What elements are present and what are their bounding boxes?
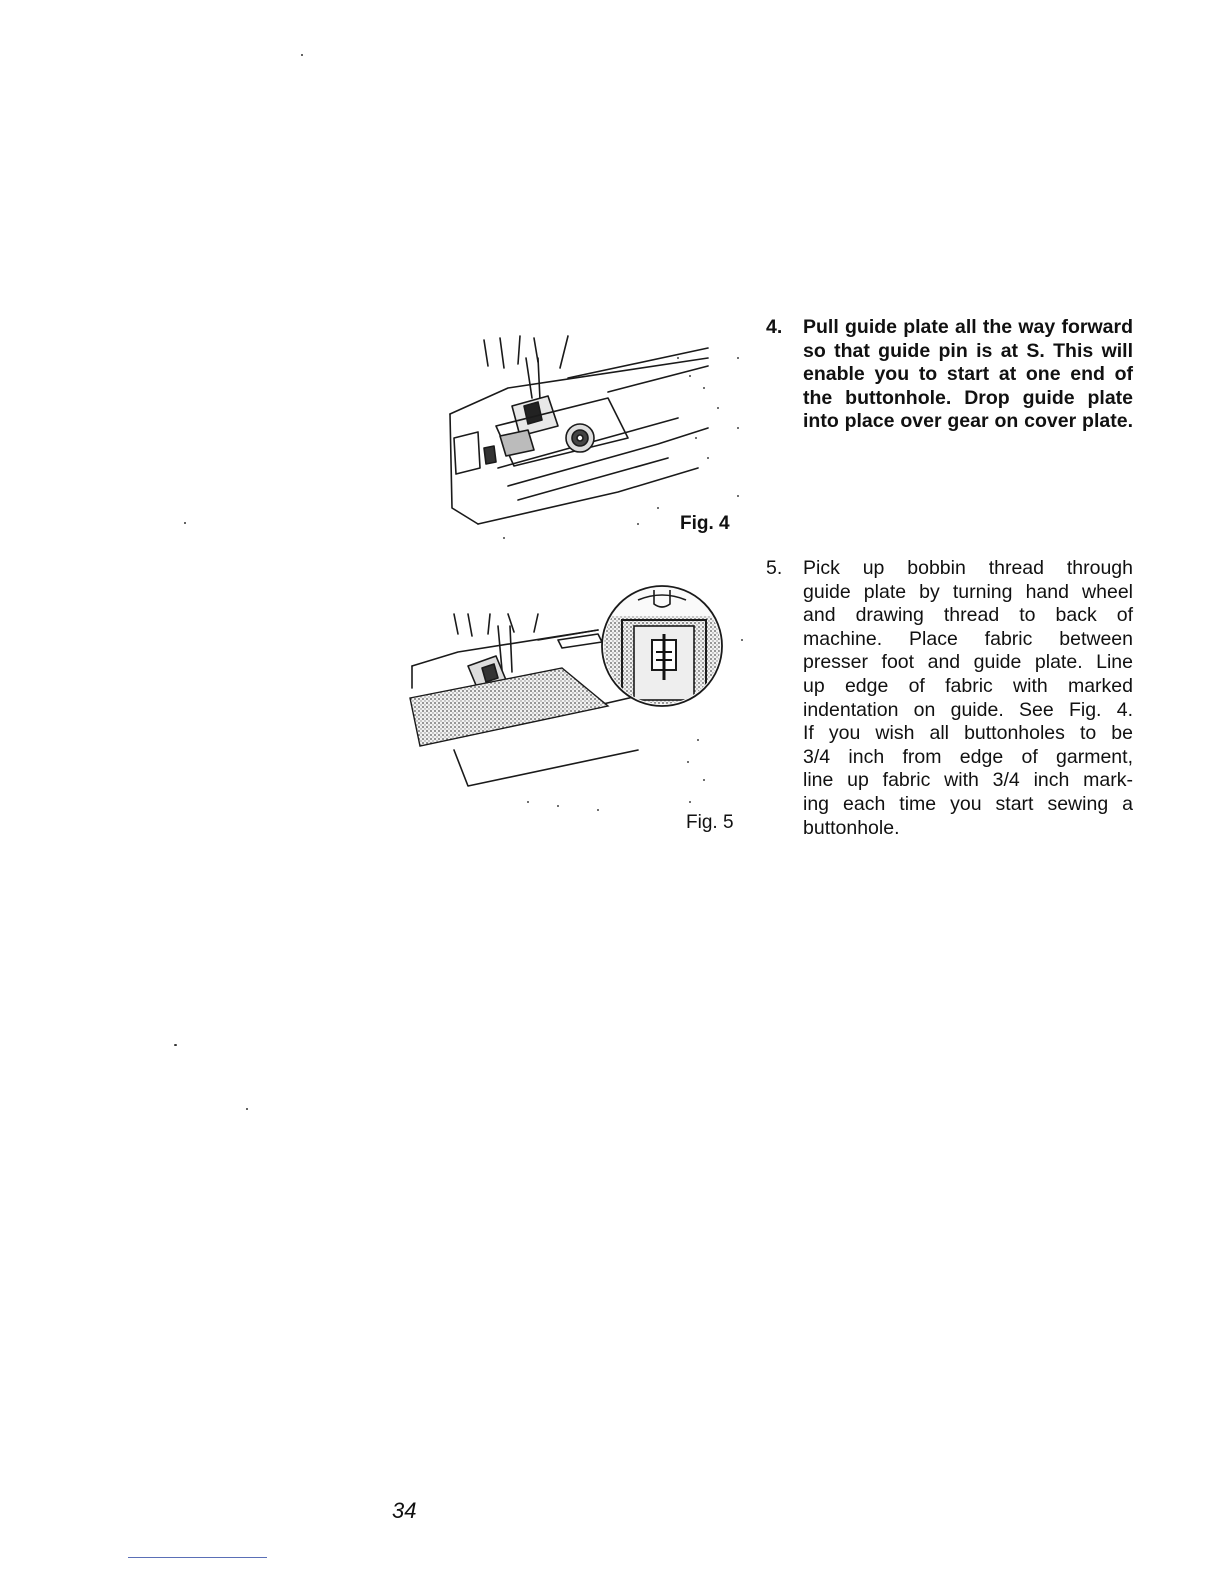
step-4-line: enable you to start at one end of	[803, 363, 1133, 386]
scan-speck	[246, 1108, 248, 1110]
step-5-line: presser foot and guide plate. Line	[803, 651, 1133, 674]
figure-4-label: Fig. 4	[680, 513, 730, 534]
scan-speck	[184, 522, 186, 524]
step-5-line: ing each time you start sewing a	[803, 792, 1133, 815]
step-4-text	[803, 316, 1133, 434]
step-5	[766, 557, 1136, 857]
scan-speck	[301, 54, 303, 56]
step-5-line: indentation on guide. See Fig. 4.	[803, 698, 1133, 721]
step-5-line: Pick up bobbin thread through	[803, 557, 1133, 579]
step-5-number: 5.	[766, 557, 783, 579]
step-4-line: into place over gear on cover plate.	[803, 410, 1133, 433]
step-5-line: line up fabric with 3/4 inch mark-	[803, 769, 1133, 792]
step-5-text	[803, 557, 1133, 840]
step-4-line: so that guide pin is at S. This will	[803, 339, 1133, 362]
figure-5-illustration	[398, 570, 748, 850]
footer-rule	[128, 1557, 267, 1558]
page-number: 34	[392, 1498, 417, 1523]
scan-speck	[174, 1044, 177, 1046]
step-4-line: Pull guide plate all the way forward	[803, 316, 1133, 338]
step-5-line: machine. Place fabric between	[803, 627, 1133, 650]
step-5-line: up edge of fabric with marked	[803, 674, 1133, 697]
step-4-line: the buttonhole. Drop guide plate	[803, 386, 1133, 409]
step-5-line: and drawing thread to back of	[803, 604, 1133, 627]
figure-5-label: Fig. 5	[686, 812, 734, 833]
step-4-number: 4.	[766, 316, 783, 338]
step-4	[766, 316, 1136, 446]
step-5-line: If you wish all buttonholes to be	[803, 722, 1133, 745]
step-5-line: buttonhole.	[803, 816, 900, 839]
step-5-line: guide plate by turning hand wheel	[803, 580, 1133, 603]
step-5-line: 3/4 inch from edge of garment,	[803, 745, 1133, 768]
